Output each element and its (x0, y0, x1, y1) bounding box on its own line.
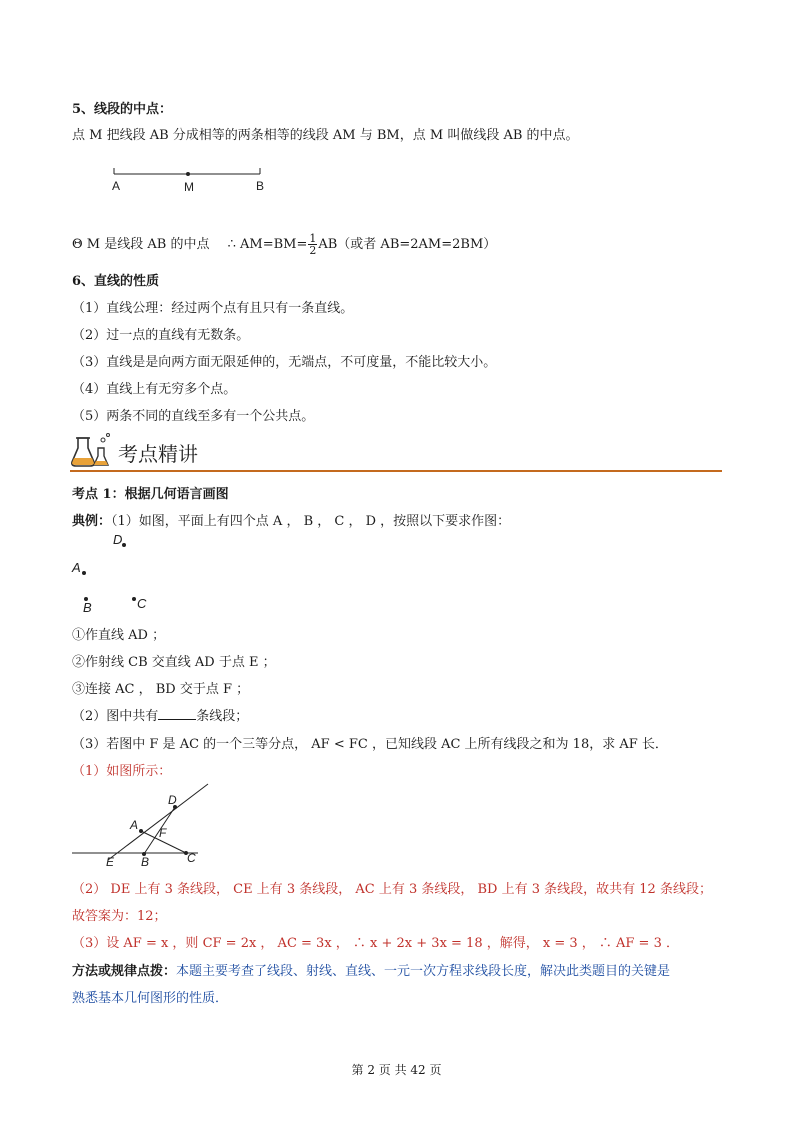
flask-icon (70, 430, 114, 470)
midpoint-formula (72, 233, 496, 256)
label-m: M (184, 180, 194, 194)
answer-2b: 故答案为：12； (72, 909, 167, 924)
property-item: （2）过一点的直线有无数条。 (72, 328, 250, 343)
midpoint-definition: 点 M 把线段 AB 分成相等的两条相等的线段 AM 与 BM，点 M 叫做线段 AB 的中点。 (72, 128, 579, 143)
formula-mid: ∴ AM=BM= (227, 237, 308, 252)
page-footer: 第 2 页 共 42 页 (351, 1063, 442, 1077)
example-intro (72, 510, 510, 529)
answer-blank (158, 707, 196, 720)
task-item: ③连接 AC ， BD 交于点 F ； (72, 682, 250, 697)
answer-2: （2） DE 上有 3 条线段， CE 上有 3 条线段， AC 上有 3 条线段， BD 上有 3 条线段，故共有 12 条线段； (72, 882, 712, 897)
method-line-1 (72, 960, 670, 979)
fig-label-c: C (187, 851, 196, 865)
four-points-figure (68, 530, 178, 620)
point-label-b: B (83, 600, 92, 615)
fig-label-f: F (159, 826, 167, 840)
property-item: （3）直线是是向两方面无限延伸的，无端点，不可度量，不能比较大小。 (72, 355, 497, 370)
fig-label-e: E (106, 855, 115, 869)
example-text: （1）如图，平面上有四个点 A ， B ， C ， D ，按照以下要求作图： (111, 514, 511, 529)
method-text-1: 本题主要考查了线段、射线、直线、一元一次方程求线段长度，解决此类题目的关键是 (176, 964, 671, 979)
fig-label-b: B (141, 855, 150, 869)
formula-tail: AB（或者 AB=2AM=2BM） (318, 237, 497, 252)
property-item: （4）直线上有无穷多个点。 (72, 382, 237, 397)
section5-heading: 5、线段的中点： (72, 102, 173, 117)
fig-label-a: A (130, 818, 139, 832)
property-item: （5）两条不同的直线至多有一个公共点。 (72, 409, 315, 424)
method-line-2: 熟悉基本几何图形的性质． (72, 991, 229, 1006)
section-title: 考点精讲 (118, 442, 198, 466)
property-item: （1）直线公理：经过两个点有且只有一条直线。 (72, 301, 354, 316)
label-a: A (112, 179, 121, 193)
segment-ab-figure (108, 162, 278, 198)
task-item: ②作射线 CB 交直线 AD 于点 E ； (72, 655, 276, 670)
task-item: ①作直线 AD ； (72, 628, 166, 643)
answer-1: （1）如图所示： (72, 764, 172, 779)
answer-3: （3）设 AF = x ，则 CF = 2x ， AC = 3x ， ∴ x + 2x + 3x = 18 ，解得， x = 3 ， ∴ AF = 3 ． (72, 936, 679, 951)
point-label-c: C (137, 596, 147, 611)
section6-heading: 6、直线的性质 (72, 274, 160, 289)
label-b: B (256, 179, 265, 193)
kp1-heading: 考点 1：根据几何语言画图 (72, 487, 229, 502)
question-3: （3）若图中 F 是 AC 的一个三等分点， AF < FC ，已知线段 AC 上所有线段之和为 18，求 AF 长． (72, 737, 668, 752)
formula-lead: Θ M 是线段 AB 的中点 (72, 237, 210, 252)
point-label-d: D (113, 532, 123, 547)
construction-figure (68, 780, 218, 870)
example-label: 典例： (72, 514, 112, 529)
fig-label-d: D (168, 793, 177, 807)
point-label-a: A (72, 560, 81, 575)
method-label: 方法或规律点拨： (72, 964, 177, 979)
fraction-half: $\frac{1}{2}$ (309, 232, 317, 257)
question-2: （2）图中共有 条线段； (72, 709, 249, 724)
section-divider (70, 470, 722, 472)
